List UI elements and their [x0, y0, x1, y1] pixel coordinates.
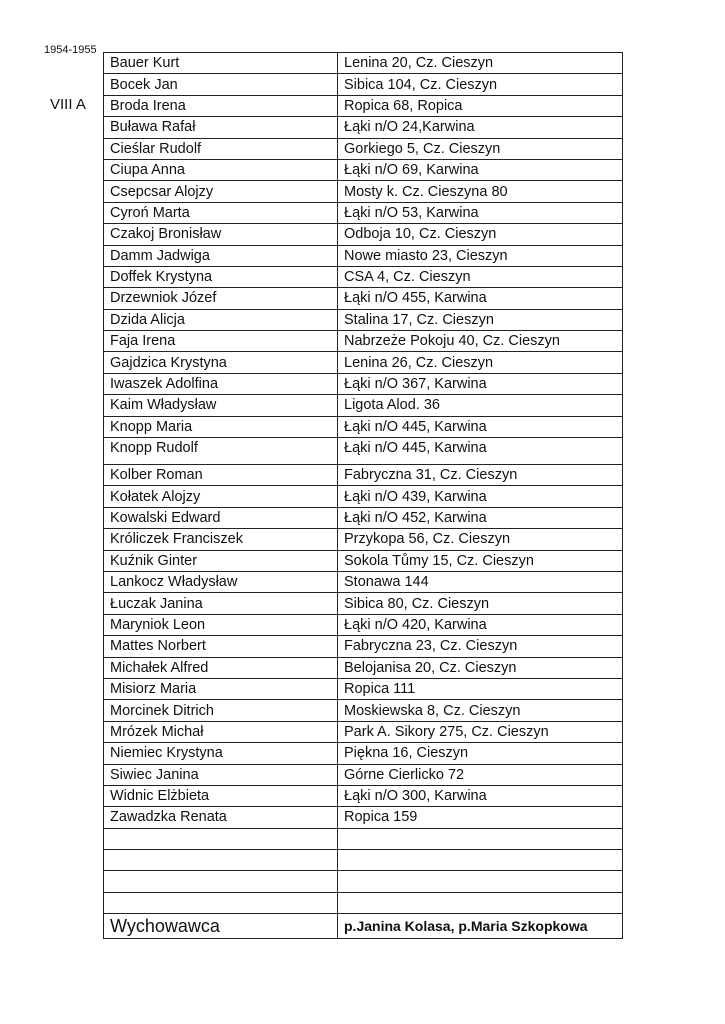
student-address: Lenina 26, Cz. Cieszyn [338, 352, 623, 373]
student-name: Broda Irena [104, 95, 338, 116]
student-row [104, 657, 623, 678]
student-address: Gorkiego 5, Cz. Cieszyn [338, 138, 623, 159]
student-row [104, 352, 623, 373]
student-row [104, 331, 623, 352]
student-row [104, 700, 623, 721]
student-row [104, 465, 623, 486]
student-address: Lenina 20, Cz. Cieszyn [338, 53, 623, 74]
student-row [104, 550, 623, 571]
roster-body [104, 53, 623, 939]
student-address: Moskiewska 8, Cz. Cieszyn [338, 700, 623, 721]
student-row [104, 785, 623, 806]
empty-cell [338, 892, 623, 913]
student-name: Cyroń Marta [104, 202, 338, 223]
student-address: CSA 4, Cz. Cieszyn [338, 266, 623, 287]
empty-row [104, 892, 623, 913]
student-name: Bauer Kurt [104, 53, 338, 74]
student-row [104, 288, 623, 309]
student-name: Czakoj Bronisław [104, 224, 338, 245]
student-name: Drzewniok Józef [104, 288, 338, 309]
student-row [104, 159, 623, 180]
empty-row [104, 871, 623, 892]
empty-cell [338, 828, 623, 849]
student-row [104, 571, 623, 592]
empty-cell [104, 850, 338, 871]
student-address: Łąki n/O 420, Karwina [338, 614, 623, 635]
student-name: Łuczak Janina [104, 593, 338, 614]
empty-cell [104, 892, 338, 913]
student-name: Siwiec Janina [104, 764, 338, 785]
student-row [104, 764, 623, 785]
student-roster-table [103, 52, 623, 939]
homeroom-teacher-row [104, 914, 623, 939]
student-name: Kaim Władysław [104, 395, 338, 416]
student-address: Nabrzeże Pokoju 40, Cz. Cieszyn [338, 331, 623, 352]
student-row [104, 138, 623, 159]
student-row [104, 614, 623, 635]
student-address: Przykopa 56, Cz. Cieszyn [338, 529, 623, 550]
student-row [104, 593, 623, 614]
student-name: Misiorz Maria [104, 678, 338, 699]
student-address: Sokola Tůmy 15, Cz. Cieszyn [338, 550, 623, 571]
student-name: Mrózek Michał [104, 721, 338, 742]
student-name: Kowalski Edward [104, 507, 338, 528]
student-name: Mattes Norbert [104, 636, 338, 657]
student-row [104, 636, 623, 657]
student-address: Łąki n/O 455, Karwina [338, 288, 623, 309]
student-row [104, 117, 623, 138]
student-name: Kołatek Alojzy [104, 486, 338, 507]
student-row [104, 202, 623, 223]
student-name: Iwaszek Adolfina [104, 373, 338, 394]
student-name: Ciupa Anna [104, 159, 338, 180]
student-name: Damm Jadwiga [104, 245, 338, 266]
empty-row [104, 850, 623, 871]
student-row [104, 807, 623, 828]
student-row [104, 74, 623, 95]
student-address: Górne Cierlicko 72 [338, 764, 623, 785]
student-row [104, 438, 623, 465]
student-row [104, 678, 623, 699]
student-address: Fabryczna 31, Cz. Cieszyn [338, 465, 623, 486]
student-address: Stalina 17, Cz. Cieszyn [338, 309, 623, 330]
homeroom-teacher-names: p.Janina Kolasa, p.Maria Szkopkowa [338, 914, 623, 939]
student-name: Maryniok Leon [104, 614, 338, 635]
empty-cell [104, 871, 338, 892]
student-address: Park A. Sikory 275, Cz. Cieszyn [338, 721, 623, 742]
student-address: Sibica 80, Cz. Cieszyn [338, 593, 623, 614]
student-address: Fabryczna 23, Cz. Cieszyn [338, 636, 623, 657]
student-name: Faja Irena [104, 331, 338, 352]
student-address: Ropica 68, Ropica [338, 95, 623, 116]
student-address: Łąki n/O 452, Karwina [338, 507, 623, 528]
student-address: Łąki n/O 24,Karwina [338, 117, 623, 138]
student-name: Csepcsar Alojzy [104, 181, 338, 202]
student-name: Cieślar Rudolf [104, 138, 338, 159]
student-name: Zawadzka Renata [104, 807, 338, 828]
student-address: Ropica 111 [338, 678, 623, 699]
student-address: Belojanisa 20, Cz. Cieszyn [338, 657, 623, 678]
student-row [104, 507, 623, 528]
student-row [104, 743, 623, 764]
student-address: Łąki n/O 367, Karwina [338, 373, 623, 394]
student-name: Niemiec Krystyna [104, 743, 338, 764]
student-name: Knopp Maria [104, 416, 338, 437]
student-row [104, 529, 623, 550]
student-row [104, 95, 623, 116]
student-address: Łąki n/O 439, Karwina [338, 486, 623, 507]
student-address: Odboja 10, Cz. Cieszyn [338, 224, 623, 245]
student-row [104, 245, 623, 266]
empty-cell [104, 828, 338, 849]
homeroom-teacher-label: Wychowawca [104, 914, 338, 939]
student-address: Piękna 16, Cieszyn [338, 743, 623, 764]
student-name: Widnic Elżbieta [104, 785, 338, 806]
student-name: Kuźnik Ginter [104, 550, 338, 571]
student-address: Mosty k. Cz. Cieszyna 80 [338, 181, 623, 202]
empty-cell [338, 871, 623, 892]
student-address: Łąki n/O 53, Karwina [338, 202, 623, 223]
student-name: Króliczek Franciszek [104, 529, 338, 550]
student-address: Sibica 104, Cz. Cieszyn [338, 74, 623, 95]
student-row [104, 395, 623, 416]
student-row [104, 486, 623, 507]
empty-cell [338, 850, 623, 871]
student-name: Doffek Krystyna [104, 266, 338, 287]
student-address: Nowe miasto 23, Cieszyn [338, 245, 623, 266]
student-row [104, 53, 623, 74]
student-row [104, 266, 623, 287]
student-row [104, 416, 623, 437]
student-address: Łąki n/O 445, Karwina [338, 438, 623, 465]
student-address: Łąki n/O 445, Karwina [338, 416, 623, 437]
student-name: Dzida Alicja [104, 309, 338, 330]
student-address: Stonawa 144 [338, 571, 623, 592]
student-address: Ropica 159 [338, 807, 623, 828]
student-row [104, 721, 623, 742]
student-row [104, 224, 623, 245]
student-row [104, 181, 623, 202]
student-name: Buława Rafał [104, 117, 338, 138]
student-name: Bocek Jan [104, 74, 338, 95]
student-row [104, 373, 623, 394]
student-name: Gajdzica Krystyna [104, 352, 338, 373]
student-address: Łąki n/O 69, Karwina [338, 159, 623, 180]
class-name: VIII A [50, 96, 86, 113]
student-name: Michałek Alfred [104, 657, 338, 678]
student-name: Kolber Roman [104, 465, 338, 486]
student-name: Morcinek Ditrich [104, 700, 338, 721]
student-row [104, 309, 623, 330]
student-name: Lankocz Władysław [104, 571, 338, 592]
school-year: 1954-1955 [44, 44, 97, 56]
empty-row [104, 828, 623, 849]
student-name: Knopp Rudolf [104, 438, 338, 465]
student-address: Ligota Alod. 36 [338, 395, 623, 416]
student-address: Łąki n/O 300, Karwina [338, 785, 623, 806]
